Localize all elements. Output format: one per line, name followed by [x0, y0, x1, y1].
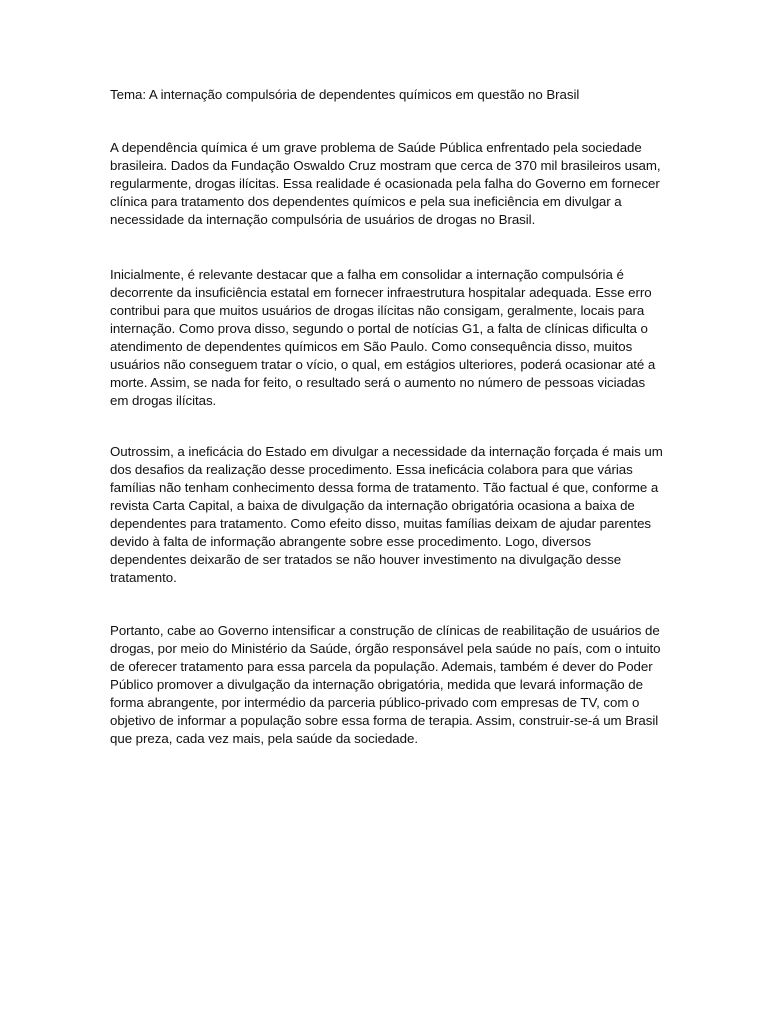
paragraph-development-2: Outrossim, a ineficácia do Estado em divulgar a necessidade da internação forçada é mais um dos desafios da realização desse procedimento. Essa ineficácia colabora para que várias famílias não tenham conhecimento dessa forma de tratamento. Tão factual é que, conforme a revista Carta Capital, a baixa de divulgação da internação obrigatória ocasiona a baixa de dependentes para tratamento. Como efeito disso, muitas famílias deixam de ajudar parentes devido à falta de informação abrangente sobre esse procedimento. Logo, diversos dependentes deixarão de ser tratados se não houver investimento na divulgação desse tratamento.: [110, 444, 663, 585]
paragraph-development-1: Inicialmente, é relevante destacar que a falha em consolidar a internação compulsória é decorrente da insuficiência estatal em fornecer infraestrutura hospitalar adequada. Esse erro contribui para que muitos usuários de drogas ilícitas não consigam, geralmente, locais para internação. Como prova disso, segundo o portal de notícias G1, a falta de clínicas dificulta o atendimento de dependentes químicos em São Paulo. Como consequência disso, muitos usuários não conseguem tratar o vício, o qual, em estágios ulteriores, poderá ocasionar até a morte. Assim, se nada for feito, o resultado será o aumento no número de pessoas viciadas em drogas ilícitas.: [110, 267, 656, 408]
essay-title: Tema: A internação compulsória de dependentes químicos em questão no Brasil: [110, 87, 580, 102]
paragraph-conclusion: Portanto, cabe ao Governo intensificar a construção de clínicas de reabilitação de usuários de drogas, por meio do Ministério da Saúde, órgão responsável pela saúde no país, com o intuito de oferecer tratamento para essa parcela da população. Ademais, também é dever do Poder Público promover a divulgação da internação obrigatória, medida que levará informação de forma abrangente, por intermédio da parceria público-privado com empresas de TV, com o objetivo de informar a população sobre essa forma de terapia. Assim, construir-se-á um Brasil que preza, cada vez mais, pela saúde da sociedade.: [110, 623, 661, 746]
paragraph-introduction: A dependência química é um grave problema de Saúde Pública enfrentado pela sociedade brasileira. Dados da Fundação Oswaldo Cruz mostram que cerca de 370 mil brasileiros usam, regularmente, drogas ilícitas. Essa realidade é ocasionada pela falha do Governo em fornecer clínica para tratamento dos dependentes químicos e pela sua ineficiência em divulgar a necessidade da internação compulsória de usuários de drogas no Brasil.: [110, 140, 661, 227]
